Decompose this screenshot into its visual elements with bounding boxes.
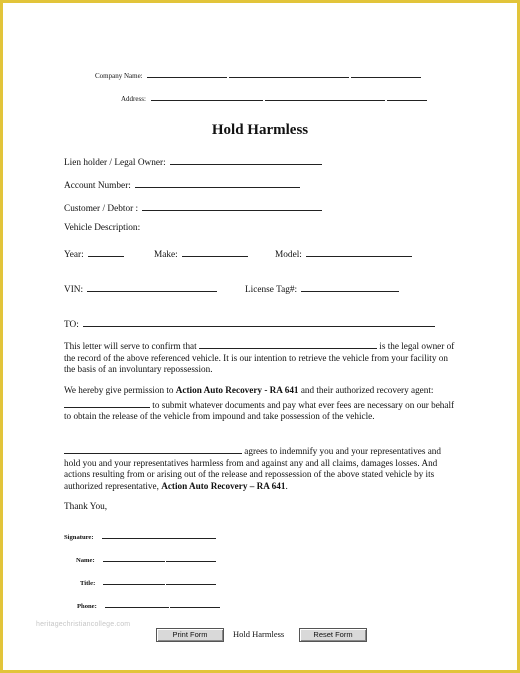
company-name-label: Company Name:: [95, 72, 143, 80]
name-field-1[interactable]: [103, 551, 165, 562]
signature-row: [64, 526, 216, 544]
address-label: Address:: [121, 95, 146, 103]
footer-title: Hold Harmless: [233, 629, 285, 639]
phone-field-2[interactable]: [170, 597, 220, 608]
model-row: [275, 246, 412, 260]
account-field[interactable]: [135, 177, 300, 188]
lienholder-field[interactable]: [170, 154, 322, 165]
to-row: [64, 316, 435, 330]
title-label: Title:: [80, 580, 96, 587]
make-row: [154, 246, 248, 260]
name-field-2[interactable]: [166, 551, 216, 562]
title-row: [80, 572, 216, 590]
title-field-2[interactable]: [166, 574, 216, 585]
year-label: Year:: [64, 250, 84, 260]
name-label: Name:: [76, 557, 95, 564]
company-name-row: [95, 67, 421, 80]
model-field[interactable]: [306, 246, 412, 257]
paragraph-permission: [64, 385, 456, 423]
vin-field[interactable]: [87, 281, 217, 292]
watermark-text: heritagechristiancollege.com: [36, 621, 131, 628]
p2-company: Action Auto Recovery - RA 641: [175, 385, 299, 395]
lienholder-row: [64, 154, 322, 168]
legal-owner-field[interactable]: [199, 338, 377, 349]
reset-form-button[interactable]: Reset Form: [299, 628, 367, 642]
page-title: Hold Harmless: [211, 122, 309, 138]
address-field-1[interactable]: [151, 90, 263, 101]
p3-end: .: [285, 481, 288, 492]
to-label: TO:: [64, 320, 79, 330]
p2-text-b: and their authorized recovery agent:: [300, 385, 434, 395]
license-row: [245, 281, 399, 295]
p2-text-a: We hereby give permission to: [64, 385, 174, 395]
paragraph-indemnify: [64, 443, 456, 493]
company-name-field-2[interactable]: [229, 67, 349, 78]
address-field-3[interactable]: [387, 90, 427, 101]
company-name-field-3[interactable]: [351, 67, 421, 78]
license-label: License Tag#:: [245, 285, 298, 295]
company-name-field-1[interactable]: [147, 67, 227, 78]
account-label: Account Number:: [64, 181, 131, 191]
print-form-button[interactable]: Print Form: [156, 628, 224, 642]
title-field-1[interactable]: [103, 574, 165, 585]
lienholder-label: Lien holder / Legal Owner:: [64, 158, 166, 168]
make-field[interactable]: [182, 246, 248, 257]
vehicle-description-label: Vehicle Description:: [64, 223, 141, 233]
customer-field[interactable]: [142, 200, 322, 211]
vin-label: VIN:: [64, 285, 84, 295]
address-row: [121, 90, 427, 103]
recovery-agent-field[interactable]: [64, 397, 150, 408]
vin-row: [64, 281, 217, 295]
signature-label: Signature:: [64, 534, 94, 541]
to-field[interactable]: [83, 316, 435, 327]
indemnifier-field[interactable]: [64, 443, 242, 454]
make-label: Make:: [154, 250, 178, 260]
address-field-2[interactable]: [265, 90, 385, 101]
year-row: [64, 246, 124, 260]
p3-text-a: agrees to indemnify you and your representatives and hold you and your representatives harmless from and against any and all claims, damages losses. And actions resulting from or arising out of the release and repossession of the above stated vehicle by its authorized representative,: [64, 446, 441, 492]
phone-row: [77, 595, 220, 613]
p1-text-b: is the legal owner of the record of the above referenced vehicle. It is our intention to retrieve the vehicle from your facility on the basis of an involuntary repossession.: [64, 341, 455, 375]
name-row: [76, 549, 216, 567]
phone-label: Phone:: [77, 603, 97, 610]
account-row: [64, 177, 300, 191]
closing-text: Thank You,: [64, 502, 108, 512]
year-field[interactable]: [88, 246, 124, 257]
p3-company: Action Auto Recovery – RA 641: [161, 481, 286, 492]
phone-field-1[interactable]: [105, 597, 169, 608]
signature-field[interactable]: [102, 528, 216, 539]
customer-label: Customer / Debtor :: [64, 204, 139, 214]
p2-text-c: to submit whatever documents and pay what ever fees are necessary on our behalf to obtain the release of the vehicle from impound and take possession of the vehicle.: [64, 399, 455, 422]
paragraph-confirm: [64, 338, 456, 376]
customer-row: [64, 200, 322, 214]
p1-text-a: This letter will serve to confirm that: [64, 341, 197, 351]
model-label: Model:: [275, 250, 302, 260]
license-field[interactable]: [301, 281, 399, 292]
